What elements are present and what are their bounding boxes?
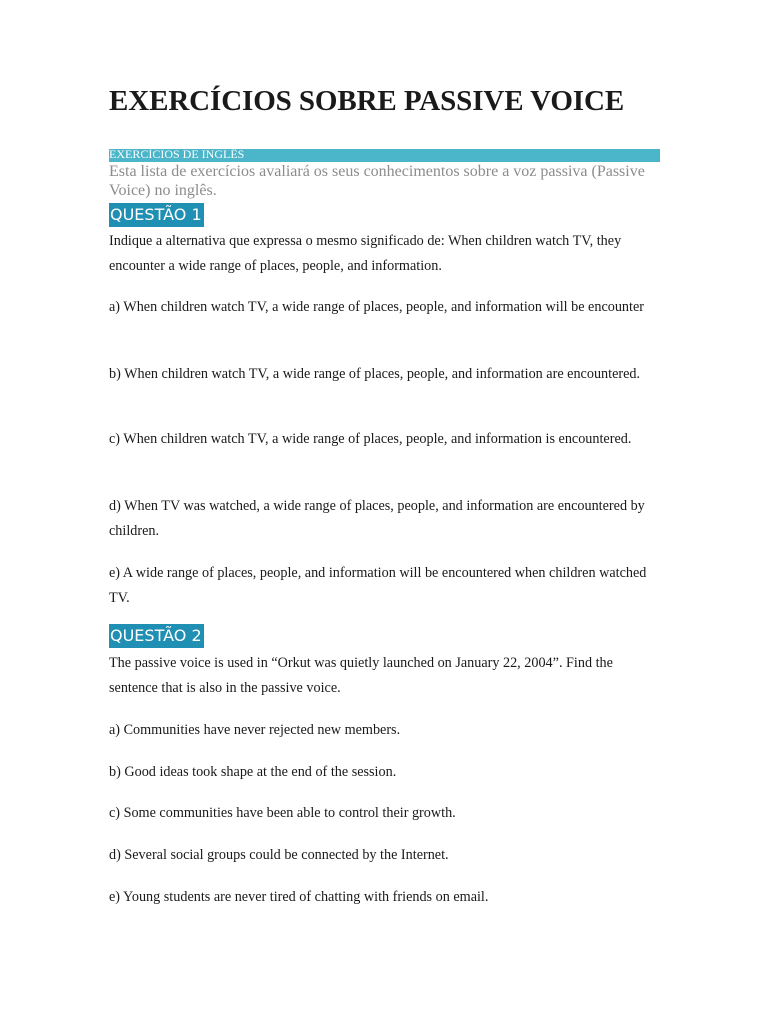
question-1-prompt: Indique a alternativa que expressa o mesmo significado de: When children watch TV, they encounter a wide range of places, people, and information. <box>109 233 622 274</box>
question-1-option-d: d) When TV was watched, a wide range of places, people, and information are encountered by children. <box>109 498 645 539</box>
question-1-option-c: c) When children watch TV, a wide range of places, people, and information is encountered. <box>109 431 632 447</box>
question-2-heading: QUESTÃO 2 <box>109 624 204 648</box>
question-1-option-b: b) When children watch TV, a wide range of places, people, and information are encountered. <box>109 366 641 382</box>
question-1-option-e: e) A wide range of places, people, and information will be encountered when children watched TV. <box>109 565 647 606</box>
intro-text: Esta lista de exercícios avaliará os seus conhecimentos sobre a voz passiva (Passive Voice) no inglês. <box>109 163 645 199</box>
question-2-option-c: c) Some communities have been able to control their growth. <box>109 805 456 821</box>
category-label: EXERCÍCIOS DE INGLÊS <box>109 147 245 161</box>
question-1-option-a: a) When children watch TV, a wide range of places, people, and information will be encounter <box>109 299 644 315</box>
question-1-heading: QUESTÃO 1 <box>109 203 204 227</box>
question-2-prompt: The passive voice is used in “Orkut was quietly launched on January 22, 2004”. Find the sentence that is also in the passive voice. <box>109 655 613 696</box>
document-title: EXERCÍCIOS SOBRE PASSIVE VOICE <box>109 85 625 117</box>
question-2-option-d: d) Several social groups could be connected by the Internet. <box>109 847 449 863</box>
question-2-option-e: e) Young students are never tired of chatting with friends on email. <box>109 889 489 905</box>
question-2-option-b: b) Good ideas took shape at the end of the session. <box>109 764 397 780</box>
question-2-option-a: a) Communities have never rejected new members. <box>109 722 401 738</box>
